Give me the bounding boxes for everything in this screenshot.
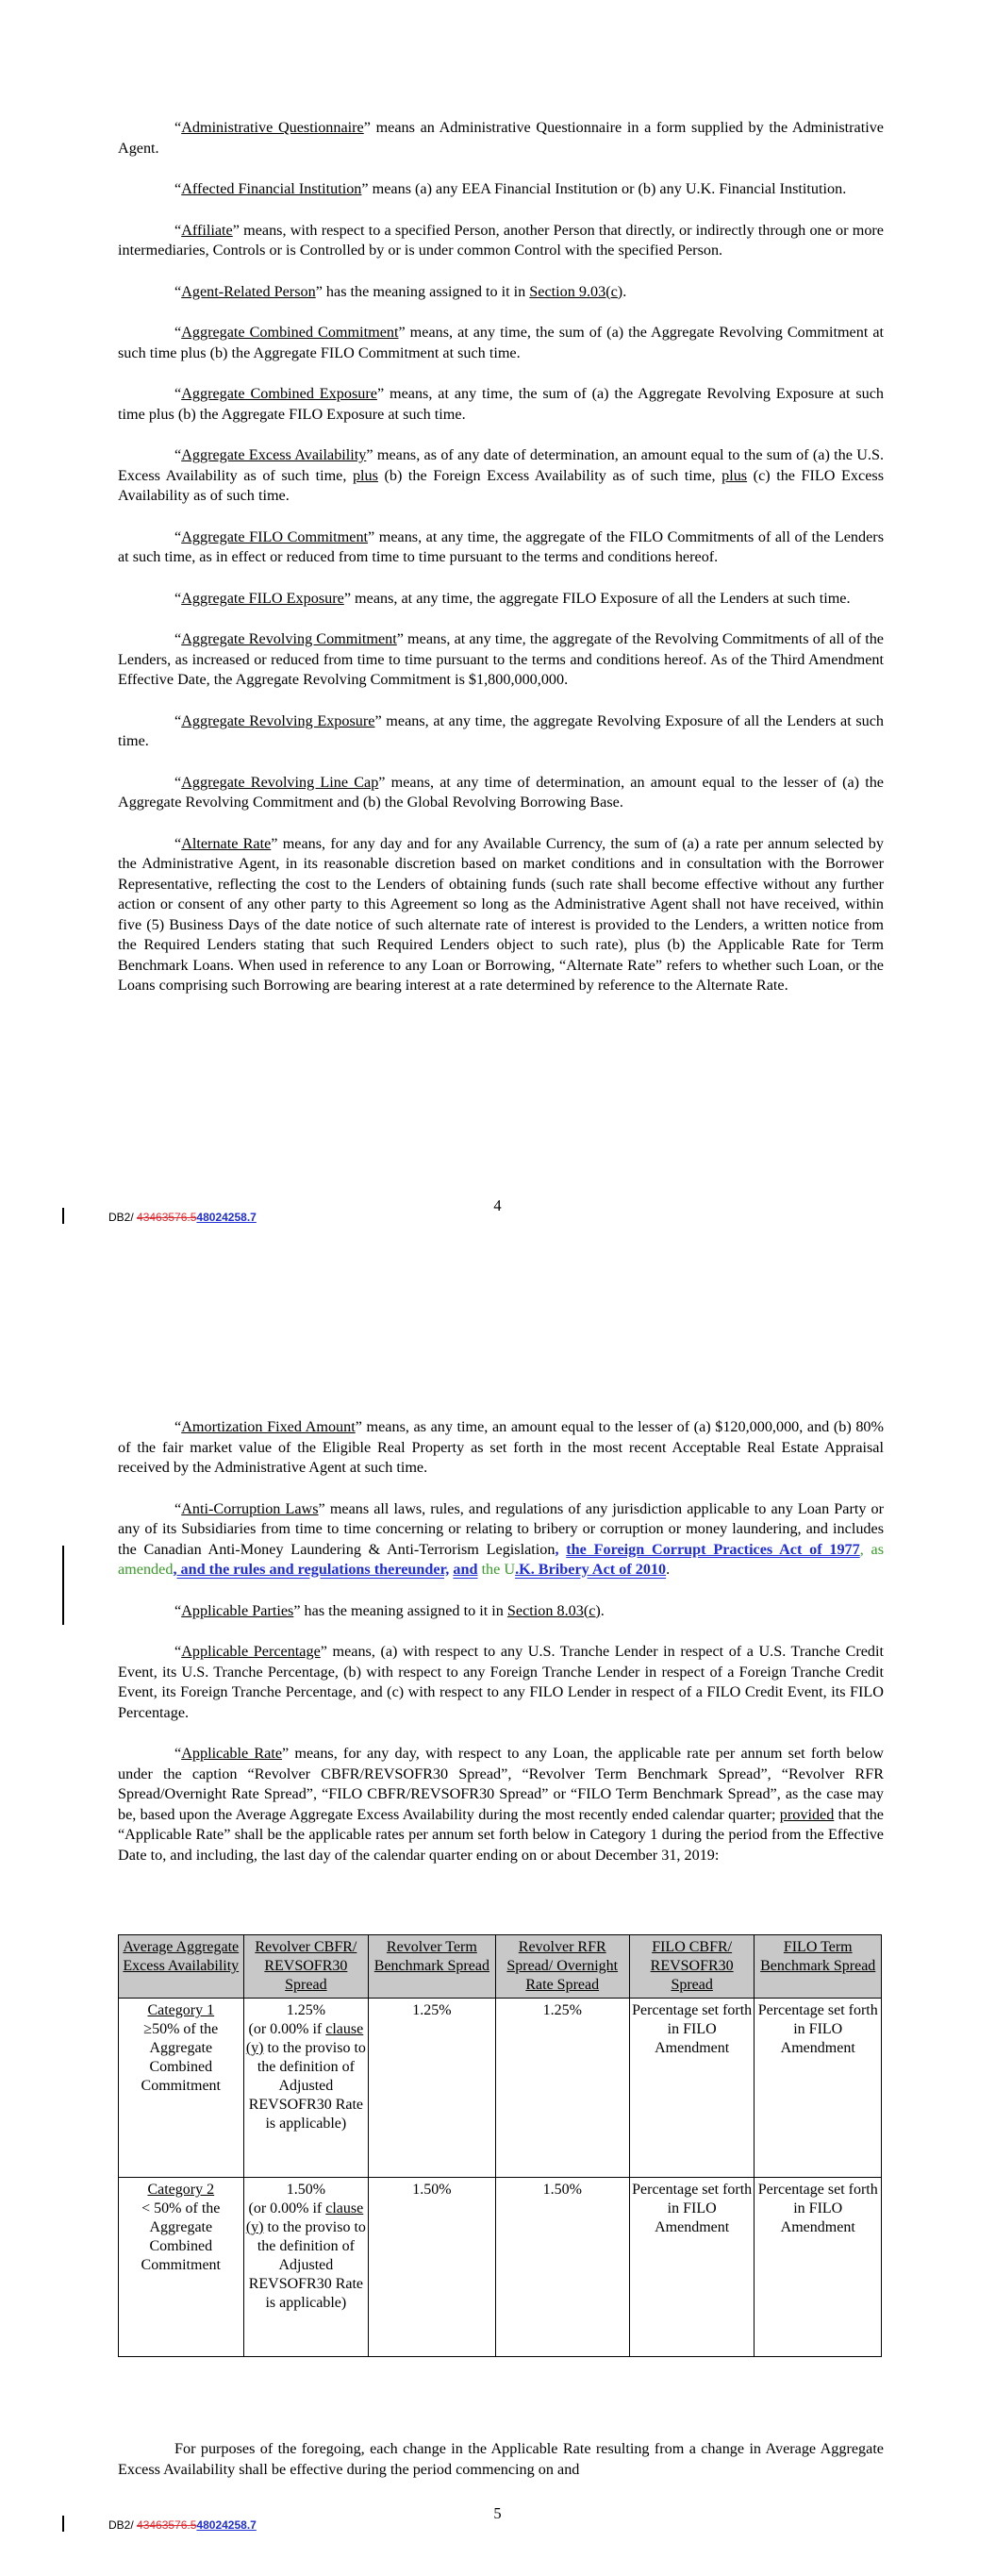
table-cell: Category 2 < 50% of the Aggregate Combined Commitment [119, 2178, 244, 2357]
definition-aggregate-revolving-exposure: “Aggregate Revolving Exposure” means, at any time, the aggregate Revolving Exposure of all the Lenders at such time. [118, 711, 885, 749]
closing-paragraph: For purposes of the foregoing, each change in the Applicable Rate resulting from a change in Average Aggregate Excess Availability shall be effective during the period commencing on and [118, 2440, 884, 2478]
section-reference: Section 8.03(c) [506, 1601, 601, 1619]
table-cell: Percentage set forth in FILO Amendment [755, 1999, 882, 2178]
definition-applicable-parties: “Applicable Parties” has the meaning assigned to it in Section 8.03(c). [174, 1601, 605, 1619]
table-cell: Percentage set forth in FILO Amendment [755, 2178, 882, 2357]
inserted-bribery-act-text: .K. Bribery Act of 2010 [515, 1561, 667, 1578]
definition-agent-related-person: “Agent-Related Person” has the meaning assigned to it in Section 9.03(c). [174, 282, 627, 300]
table-cell: 1.25% (or 0.00% if clause (y) to the proviso to the definition of Adjusted REVSOFR30 Rate is applicable) [243, 1999, 369, 2178]
table-cell: 1.50% [369, 2178, 495, 2357]
page-5 [0, 1283, 995, 2576]
applicable-rate-table [118, 1934, 882, 2357]
section-reference: Section 9.03(c) [529, 282, 623, 300]
inserted-doc-id: 48024258.7 [196, 1211, 257, 1224]
page-4 [0, 0, 995, 1283]
table-row [119, 1999, 882, 2178]
inserted-fcpa-text: the Foreign Corrupt Practices Act of 1977 [566, 1540, 860, 1558]
document-id-footer: DB2/ 43463576.548024258.7 [108, 1211, 257, 1224]
column-header: Revolver RFR Spread/ Overnight Rate Spread [495, 1935, 629, 1999]
definition-aggregate-combined-commitment: “Aggregate Combined Commitment” means, at any time, the sum of (a) the Aggregate Revolving Commitment at such time plus (b) the Aggregate FILO Commitment at such time. [118, 324, 884, 361]
table-row [119, 2178, 882, 2357]
inserted-doc-id: 48024258.7 [196, 2518, 257, 2532]
column-header: Average Aggregate Excess Availability [119, 1935, 244, 1999]
page-number: 5 [493, 2504, 502, 2522]
definitions-block [118, 1417, 884, 1865]
table-header-row [119, 1935, 882, 1999]
table-cell: 1.50% [495, 2178, 629, 2357]
deleted-doc-id: 43463576.5 [137, 1211, 197, 1224]
definition-aggregate-filo-commitment: “Aggregate FILO Commitment” means, at any time, the aggregate of the FILO Commitments of all of the Lenders at such time, as in effect or reduced from time to time pursuant to the terms and conditions hereof. [118, 527, 884, 565]
table-cell: 1.50% (or 0.00% if clause (y) to the proviso to the definition of Adjusted REVSOFR30 Rate is applicable) [243, 2178, 369, 2357]
column-header: FILO CBFR/ REVSOFR30 Spread [629, 1935, 755, 1999]
table-cell: Percentage set forth in FILO Amendment [629, 1999, 755, 2178]
definition-aggregate-revolving-commitment: “Aggregate Revolving Commitment” means, at any time, the aggregate of the Revolving Commitments of all of the Lenders, as increased or reduced from time to time pursuant to the terms and conditions hereof. As of the Third Amendment Effective Date, the Aggregate Revolving Commitment is $1,800,000,000. [118, 630, 884, 688]
definition-amortization-fixed-amount: “Amortization Fixed Amount” means, as any time, an amount equal to the lesser of (a) $120,000,000, and (b) 80% of the fair market value of the Eligible Real Property as set forth in the most recent Acceptable Real Estate Appraisal received by the Administrative Agent at such time. [118, 1418, 884, 1476]
definition-aggregate-filo-exposure: “Aggregate FILO Exposure” means, at any time, the aggregate FILO Exposure of all the Lenders at such time. [174, 589, 851, 607]
definition-affiliate: “Affiliate” means, with respect to a specified Person, another Person that directly, or indirectly through one or more intermediaries, Controls or is Controlled by or is under common Control with the specified Person. [118, 221, 884, 259]
document-id-footer: DB2/ 43463576.548024258.7 [108, 2518, 257, 2532]
definition-applicable-percentage: “Applicable Percentage” means, (a) with respect to any U.S. Tranche Lender in respect of a U.S. Tranche Credit Event, its U.S. Tranche Percentage, (b) with respect to any Foreign Tranche Lender in respect of a Foreign Tranche Credit Event, its Foreign Tranche Percentage, and (c) with respect to any FILO Lender in respect of a FILO Credit Event, its FILO Percentage. [118, 1643, 884, 1721]
closing-paragraph-block [118, 2439, 884, 2480]
table-cell: Percentage set forth in FILO Amendment [629, 2178, 755, 2357]
definition-anti-corruption-laws: “Anti-Corruption Laws” means all laws, rules, and regulations of any jurisdiction applicable to any Loan Party or any of its Subsidiaries from time to time concerning or relating to bribery or corruption or money laundering, and includes the Canadian Anti-Money Laundering & Anti-Terrorism Legislation, the Foreign Corrupt Practices Act of 1977, as amended, and the rules and regulations thereunder, and the U.K. Bribery Act of 2010. [118, 1499, 885, 1578]
definition-aggregate-combined-exposure: “Aggregate Combined Exposure” means, at any time, the sum of (a) the Aggregate Revolving Exposure at such time plus (b) the Aggregate FILO Exposure at such time. [118, 385, 885, 423]
column-header: Revolver CBFR/ REVSOFR30 Spread [243, 1935, 369, 1999]
deleted-doc-id: 43463576.5 [137, 2518, 197, 2532]
column-header: Revolver Term Benchmark Spread [369, 1935, 495, 1999]
table-cell: Category 1 ≥50% of the Aggregate Combined Commitment [119, 1999, 244, 2178]
table-cell: 1.25% [369, 1999, 495, 2178]
page-number: 4 [493, 1196, 502, 1214]
definitions-block [118, 118, 884, 996]
definition-applicable-rate: “Applicable Rate” means, for any day, with respect to any Loan, the applicable rate per annum set forth below under the caption “Revolver CBFR/REVSOFR30 Spread”, “Revolver Term Benchmark Spread”, “Revolver RFR Spread/Overnight Rate Spread”, “FILO CBFR/REVSOFR30 Spread” or “FILO Term Benchmark Spread”, as the case may be, based upon the Average Aggregate Excess Availability during the most recently ended calendar quarter; provided that the “Applicable Rate” shall be the applicable rates per annum set forth below in Category 1 during the period from the Effective Date to, and including, the last day of the calendar quarter ending on or about December 31, 2019: [118, 1745, 884, 1864]
definition-aggregate-revolving-line-cap: “Aggregate Revolving Line Cap” means, at any time of determination, an amount equal to the lesser of (a) the Aggregate Revolving Commitment and (b) the Global Revolving Borrowing Base. [118, 773, 884, 811]
definition-alternate-rate: “Alternate Rate” means, for any day and for any Available Currency, the sum of (a) a rate per annum selected by the Administrative Agent, in its reasonable discretion based on market conditions and in consultation with the Borrower Representative, reflecting the cost to the Lenders of obtaining funds (such rate shall become effective without any further action or consent of any other party to this Agreement so long as the Administrative Agent shall not have received, within five (5) Business Days of the date notice of such alternate rate of interest is provided to the Lenders, a written notice from the Required Lenders stating that such Required Lenders object to such rate), plus (b) the Applicable Rate for Term Benchmark Loans. When used in reference to any Loan or Borrowing, “Alternate Rate” refers to whether such Loan, or the Loans comprising such Borrowing are bearing interest at a rate determined by reference to the Alternate Rate. [118, 834, 884, 994]
definition-aggregate-excess-availability: “Aggregate Excess Availability” means, as of any date of determination, an amount equal to the sum of (a) the U.S. Excess Availability as of such time, plus (b) the Foreign Excess Availability as of such time, plus (c) the FILO Excess Availability as of such time. [118, 446, 884, 504]
column-header: FILO Term Benchmark Spread [755, 1935, 882, 1999]
definition-administrative-questionnaire: “Administrative Questionnaire” means an Administrative Questionnaire in a form supplied by the Administrative Agent. [118, 119, 884, 157]
change-bar [62, 1208, 64, 1224]
definition-affected-financial-institution: “Affected Financial Institution” means (a) any EEA Financial Institution or (b) any U.K. Financial Institution. [174, 180, 847, 197]
change-bar [62, 2516, 64, 2532]
table-cell: 1.25% [495, 1999, 629, 2178]
change-bar [62, 1546, 64, 1625]
